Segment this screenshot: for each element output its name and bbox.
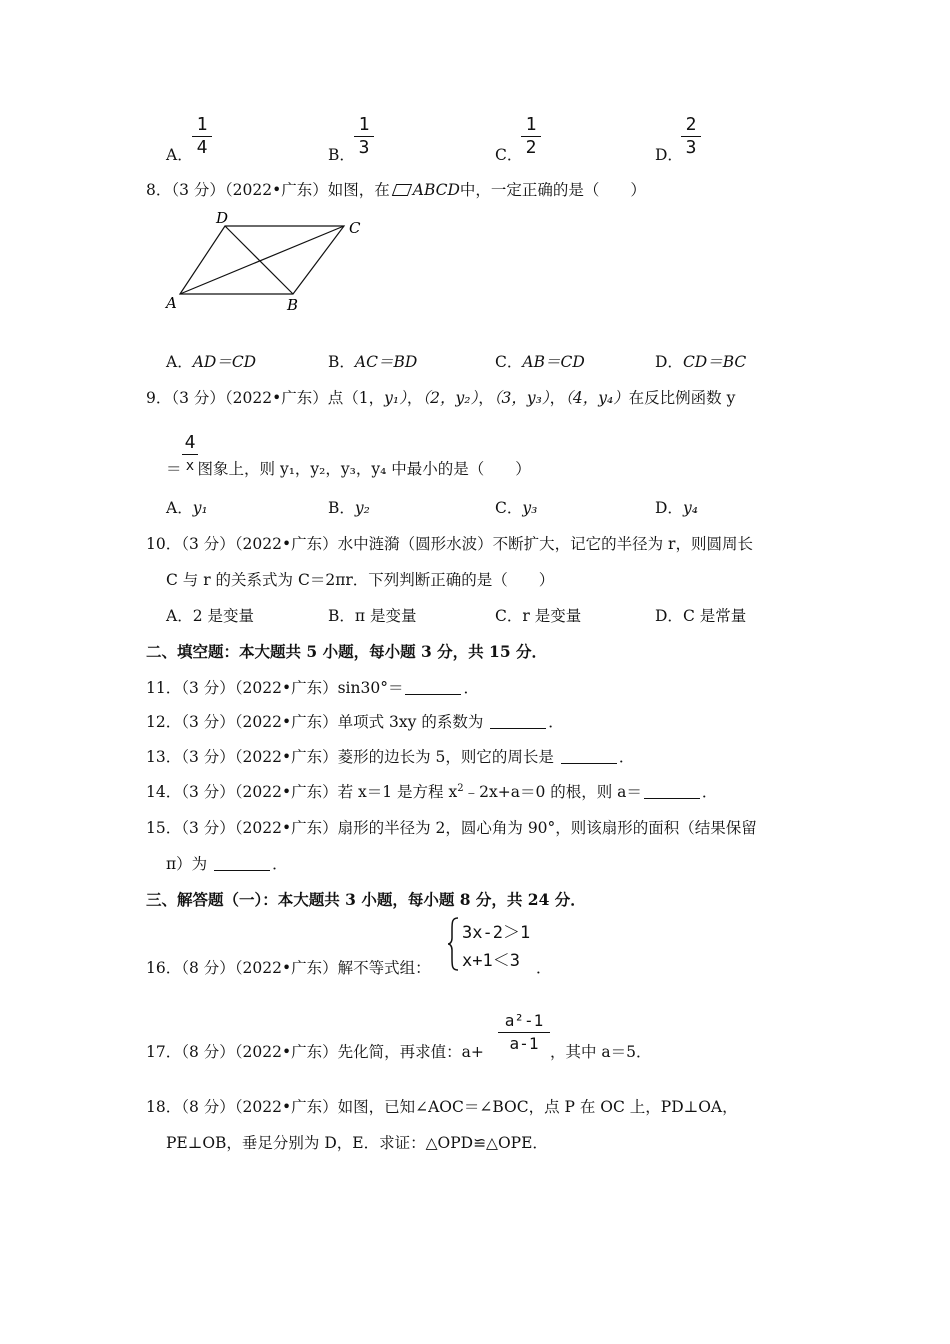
q10-line2: C 与 r 的关系式为 C＝2πr．下列判断正确的是（ ） bbox=[166, 571, 555, 589]
q18-line2: PE⊥OB，垂足分别为 D，E．求证：△OPD≌△OPE． bbox=[166, 1134, 548, 1152]
q10-option-a: A．2 是变量 bbox=[166, 607, 254, 625]
q17-stem: 17．（8 分）（2022•广东）先化简，再求值：a+ bbox=[146, 1043, 484, 1061]
q10-line1: 10．（3 分）（2022•广东）水中涟漪（圆形水波）不断扩大，记它的半径为 r，则圆周长 bbox=[146, 535, 753, 553]
q8-option-d: D．CD＝BC bbox=[655, 353, 747, 371]
q7-option-b-den: 3 bbox=[358, 137, 370, 158]
q11: 11．（3 分）（2022•广东）sin30°＝ ． bbox=[146, 679, 479, 697]
q7-option-b-label: B． bbox=[328, 146, 355, 164]
q8-suffix: 中，一定正确的是（ ） bbox=[459, 181, 646, 199]
q9-line1: 9．（3 分）（2022•广东）点（1，y₁），（2，y₂），（3，y₃），（4，y₄）在反比例函数 y bbox=[146, 389, 736, 407]
vertex-label-a: A bbox=[166, 294, 177, 312]
q7-option-a-num: 1 bbox=[196, 114, 208, 135]
q15-answer-blank[interactable] bbox=[214, 856, 270, 871]
q10-option-b: B．π 是变量 bbox=[328, 607, 417, 625]
q8-prefix: 8．（3 分）（2022•广东）如图，在 bbox=[146, 181, 390, 199]
section2-title: 二、填空题：本大题共 5 小题，每小题 3 分，共 15 分． bbox=[146, 642, 548, 661]
q7-option-c-num: 1 bbox=[525, 114, 537, 135]
q7-option-b-num: 1 bbox=[358, 114, 370, 135]
q8-stem bbox=[146, 178, 646, 200]
q9-frac-den: x bbox=[185, 458, 195, 474]
q8-parallelogram-figure bbox=[160, 205, 380, 315]
q17-frac-num: a²-1 bbox=[504, 1011, 544, 1030]
q17-end: ，其中 a＝5． bbox=[550, 1043, 652, 1061]
diagonal-ac bbox=[180, 226, 344, 294]
q7-option-a-fraction bbox=[192, 115, 212, 158]
section3-title: 三、解答题（一）：本大题共 3 小题，每小题 8 分，共 24 分． bbox=[146, 890, 586, 909]
q9-frac-num: 4 bbox=[184, 432, 196, 453]
q17-frac-den: a-1 bbox=[509, 1034, 539, 1053]
q14: 14．（3 分）（2022•广东）若 x＝1 是方程 $x^2﹣2x+a=0$ 的根，则 a＝ ． bbox=[146, 783, 718, 801]
q12-answer-blank[interactable] bbox=[490, 714, 546, 729]
parallelogram-icon bbox=[392, 184, 412, 196]
q7-option-c-den: 2 bbox=[525, 137, 537, 158]
vertex-label-c: C bbox=[349, 219, 361, 237]
q15-line2: π）为 ． bbox=[166, 855, 288, 873]
q9-option-d: D．y₄ bbox=[655, 499, 698, 517]
q8-option-c: C．AB＝CD bbox=[495, 353, 585, 371]
q16-stem: 16．（8 分）（2022•广东）解不等式组： bbox=[146, 959, 431, 977]
q7-option-a-den: 4 bbox=[196, 137, 208, 158]
q7-option-d-den: 3 bbox=[685, 137, 697, 158]
q17-fraction bbox=[498, 1011, 550, 1054]
q11-answer-blank[interactable] bbox=[405, 680, 461, 695]
q8-option-b: B．AC＝BD bbox=[328, 353, 418, 371]
q18-line1: 18．（8 分）（2022•广东）如图，已知∠AOC＝∠BOC，点 P 在 OC 上，PD⊥OA， bbox=[146, 1098, 738, 1116]
q12: 12．（3 分）（2022•广东）单项式 3xy 的系数为 ． bbox=[146, 713, 564, 731]
q13-answer-blank[interactable] bbox=[561, 749, 617, 764]
q7-option-d-label: D． bbox=[655, 146, 683, 164]
q7-option-a-label: A． bbox=[166, 146, 193, 164]
q7-option-b-fraction bbox=[354, 115, 374, 158]
q7-option-c-fraction bbox=[521, 115, 541, 158]
q9-line2: ＝ 图象上，则 y₁，y₂，y₃，y₄ 中最小的是（ ） bbox=[166, 460, 531, 478]
brace-icon bbox=[446, 916, 460, 972]
q15-line1: 15．（3 分）（2022•广东）扇形的半径为 2，圆心角为 90°，则该扇形的面积（结果保留 bbox=[146, 819, 757, 837]
q8-shape-name: ABCD bbox=[412, 181, 460, 199]
q9-option-a: A．y₁ bbox=[166, 499, 208, 517]
q10-option-d: D．C 是常量 bbox=[655, 607, 747, 625]
vertex-label-d: D bbox=[216, 209, 229, 227]
q9-option-c: C．y₃ bbox=[495, 499, 538, 517]
diagonal-bd bbox=[225, 226, 293, 294]
q10-option-c: C．r 是变量 bbox=[495, 607, 582, 625]
q13: 13．（3 分）（2022•广东）菱形的边长为 5，则它的周长是 ． bbox=[146, 748, 635, 766]
q7-option-c-label: C． bbox=[495, 146, 523, 164]
q7-option-d-num: 2 bbox=[685, 114, 697, 135]
q8-option-a: A．AD＝CD bbox=[166, 353, 257, 371]
q16-inequality-2: x+1＜3 bbox=[462, 951, 520, 971]
q16-inequality-1: 3x-2＞1 bbox=[462, 923, 531, 943]
vertex-label-b: B bbox=[287, 296, 299, 314]
q14-answer-blank[interactable] bbox=[644, 784, 700, 799]
q16-end: ． bbox=[536, 959, 552, 977]
q7-option-d-fraction bbox=[681, 115, 701, 158]
q9-option-b: B．y₂ bbox=[328, 499, 370, 517]
